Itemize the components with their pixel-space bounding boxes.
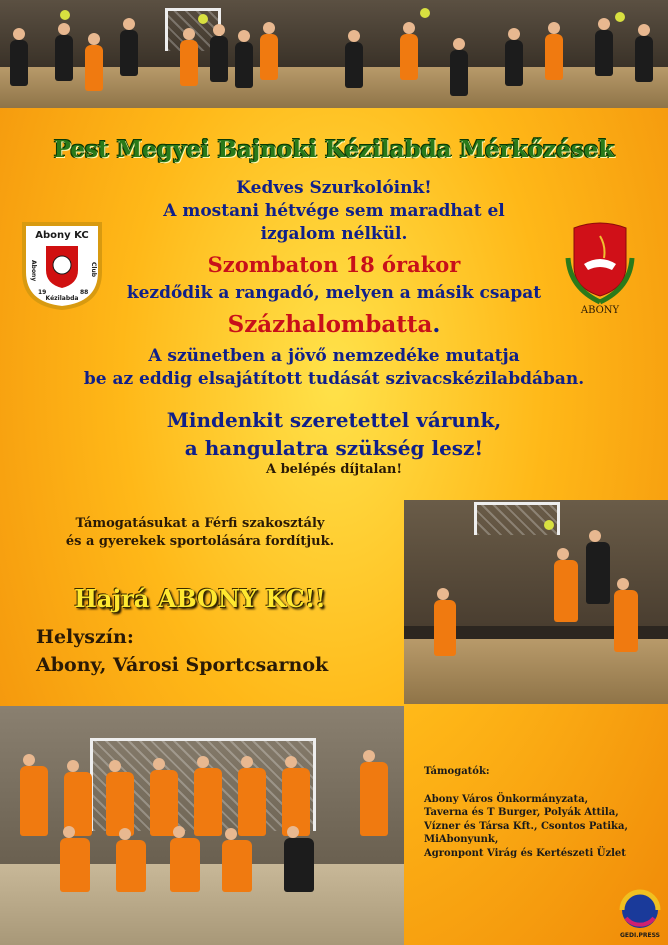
action-photo (404, 500, 668, 704)
greeting: Kedves Szurkolóink! (236, 178, 432, 198)
welcome-line-2: a hangulatra szükség lesz! (184, 436, 484, 460)
support-line-1: Támogatásukat a Férfi szakosztály (75, 516, 325, 531)
sponsors-panel (424, 765, 654, 860)
logo-side-right: Club (90, 262, 97, 278)
logo-side-left: Abony (30, 260, 37, 282)
logo-bottom: Kézilabda (45, 295, 79, 302)
free-entry: A belépés díjtalan! (265, 462, 403, 477)
logo-name: Abony KC (35, 230, 89, 241)
venue-label: Helyszín: (36, 626, 134, 648)
sponsor-item: MiAbonyunk, (424, 834, 499, 845)
opponent-name: Százhalombatta (227, 311, 433, 338)
match-photo-2 (160, 0, 320, 108)
crest-name: ABONY (580, 305, 620, 316)
sponsors-heading: Támogatók: (424, 766, 490, 777)
poster-title: Pest Megyei Bajnoki Kézilabda Mérkőzések (53, 136, 615, 163)
date-time: Szombaton 18 órakor (207, 252, 461, 277)
sponsor-item: Taverna és T Burger, Polyák Attila, (424, 807, 619, 818)
opponent-punct: . (432, 311, 441, 338)
intro-line-4: A szünetben a jövő nemzedéke mutatja (148, 346, 520, 366)
logo-year-right: 88 (80, 289, 89, 296)
sponsor-item: Vízner és Társa Kft., Csontos Patika, (424, 820, 628, 832)
intro-line-1: A mostani hétvége sem maradhat el (163, 201, 505, 221)
intro-line-3: kezdődik a rangadó, melyen a másik csapat (126, 283, 542, 303)
team-photo (0, 706, 404, 945)
welcome-line-1: Mindenkit szeretettel várunk, (166, 408, 502, 432)
match-photo-3 (320, 0, 485, 108)
logo-year-left: 19 (38, 289, 47, 296)
cheer-slogan: Hajrá ABONY KC!! (74, 584, 326, 613)
match-photo-4 (485, 0, 668, 108)
support-line-2: és a gyerekek sportolására fordítjuk. (65, 534, 335, 549)
press-logo-text: GEDI.PRESS (619, 932, 661, 939)
intro-line-2: izgalom nélkül. (260, 224, 408, 244)
intro-line-5: be az eddig elsajátított tudását szivacskézilabdában. (83, 369, 585, 389)
match-photo-1 (0, 0, 160, 108)
sponsor-item: Agronpont Virág és Kertészeti Üzlet (424, 847, 626, 859)
gedi-press-logo (616, 888, 664, 940)
sponsor-item: Abony Város Önkormányzata, (424, 793, 589, 805)
opponent-line (0, 311, 668, 338)
venue: Abony, Városi Sportcsarnok (36, 654, 329, 676)
